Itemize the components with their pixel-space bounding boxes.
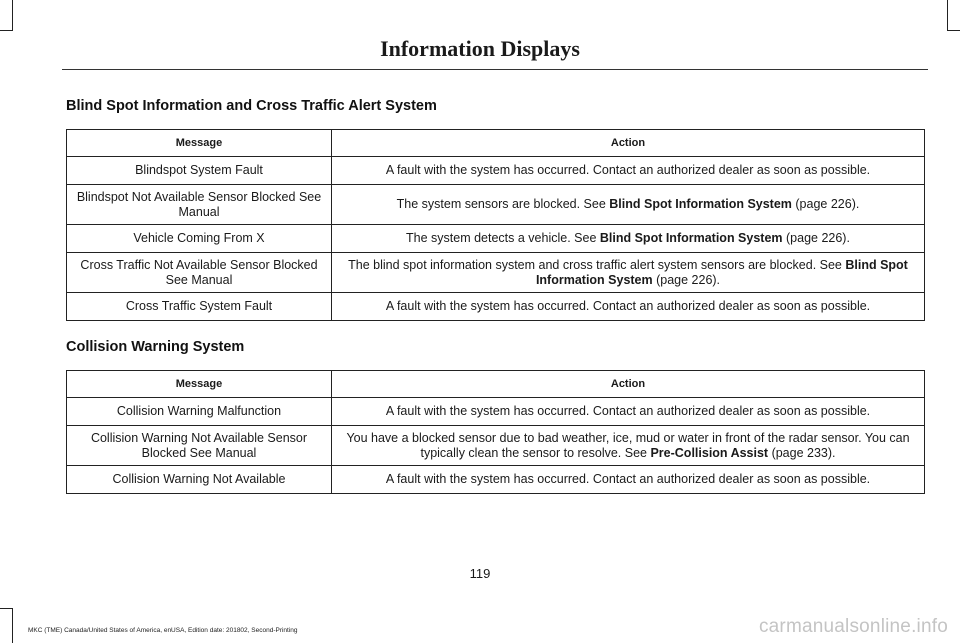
table-row <box>67 225 925 253</box>
header-divider <box>62 69 928 70</box>
message-cell: Blindspot Not Available Sensor Blocked See Manual <box>67 185 332 225</box>
cross-reference-link[interactable]: Blind Spot Information System <box>609 197 792 211</box>
table-row <box>67 426 925 466</box>
message-cell: Blindspot System Fault <box>67 157 332 185</box>
watermark: carmanualsonline.info <box>758 616 948 637</box>
message-cell: Cross Traffic Not Available Sensor Blocked See Manual <box>67 253 332 293</box>
action-cell: A fault with the system has occurred. Contact an authorized dealer as soon as possible. <box>332 293 925 321</box>
page-reference: (page 226). <box>791 197 860 211</box>
message-cell: Collision Warning Malfunction <box>67 398 332 426</box>
crop-mark-top-right-h <box>947 30 960 31</box>
table-row <box>67 398 925 426</box>
collision-warning-message-table <box>66 370 925 494</box>
edition-footer: MKC (TME) Canada/United States of America, enUSA, Edition date: 201802, Second-Printing <box>28 627 298 634</box>
table-row <box>67 185 925 225</box>
message-cell: Collision Warning Not Available <box>67 466 332 494</box>
table-row <box>67 157 925 185</box>
crop-mark-bottom-left-v <box>12 608 13 643</box>
column-header-message: Message <box>67 371 332 398</box>
action-cell: A fault with the system has occurred. Contact an authorized dealer as soon as possible. <box>332 398 925 426</box>
action-cell <box>332 225 925 253</box>
section-title-blind-spot: Blind Spot Information and Cross Traffic Alert System <box>66 98 437 114</box>
cross-reference-link[interactable]: Pre-Collision Assist <box>650 445 769 460</box>
crop-mark-top-left-v <box>12 0 13 30</box>
action-cell <box>332 185 925 225</box>
action-text: The blind spot information system and cross traffic alert system sensors are blocked. See <box>348 257 846 272</box>
table-row <box>67 253 925 293</box>
action-cell: A fault with the system has occurred. Contact an authorized dealer as soon as possible. <box>332 466 925 494</box>
table-header-row <box>67 371 925 398</box>
page-reference: (page 226). <box>652 272 721 287</box>
cross-reference-link[interactable]: Blind Spot Information System <box>599 231 783 245</box>
action-cell <box>332 253 925 293</box>
action-text: You have a blocked sensor due to bad weather, ice, mud or water in front of the radar sensor. You can typically clean the sensor to resolve. See <box>346 430 910 460</box>
section-title-collision-warning: Collision Warning System <box>66 339 245 355</box>
page-number: 119 <box>469 566 491 581</box>
message-cell: Cross Traffic System Fault <box>67 293 332 321</box>
table-row <box>67 293 925 321</box>
crop-mark-top-right-v <box>947 0 948 30</box>
column-header-action: Action <box>332 371 925 398</box>
table-row <box>67 466 925 494</box>
crop-mark-bottom-left-h <box>0 608 13 609</box>
page-reference: (page 233). <box>768 445 836 460</box>
action-text: The system sensors are blocked. See <box>396 197 610 211</box>
cross-reference-link[interactable]: Blind Spot Information System <box>535 257 908 287</box>
message-cell: Vehicle Coming From X <box>67 225 332 253</box>
message-cell: Collision Warning Not Available Sensor Blocked See Manual <box>67 426 332 466</box>
page-title: Information Displays <box>380 36 580 61</box>
column-header-message: Message <box>67 130 332 157</box>
crop-mark-top-left-h <box>0 30 13 31</box>
blind-spot-message-table <box>66 129 925 321</box>
action-text: The system detects a vehicle. See <box>406 231 600 245</box>
column-header-action: Action <box>332 130 925 157</box>
page-reference: (page 226). <box>782 231 850 245</box>
action-cell <box>332 426 925 466</box>
table-header-row <box>67 130 925 157</box>
action-cell: A fault with the system has occurred. Contact an authorized dealer as soon as possible. <box>332 157 925 185</box>
